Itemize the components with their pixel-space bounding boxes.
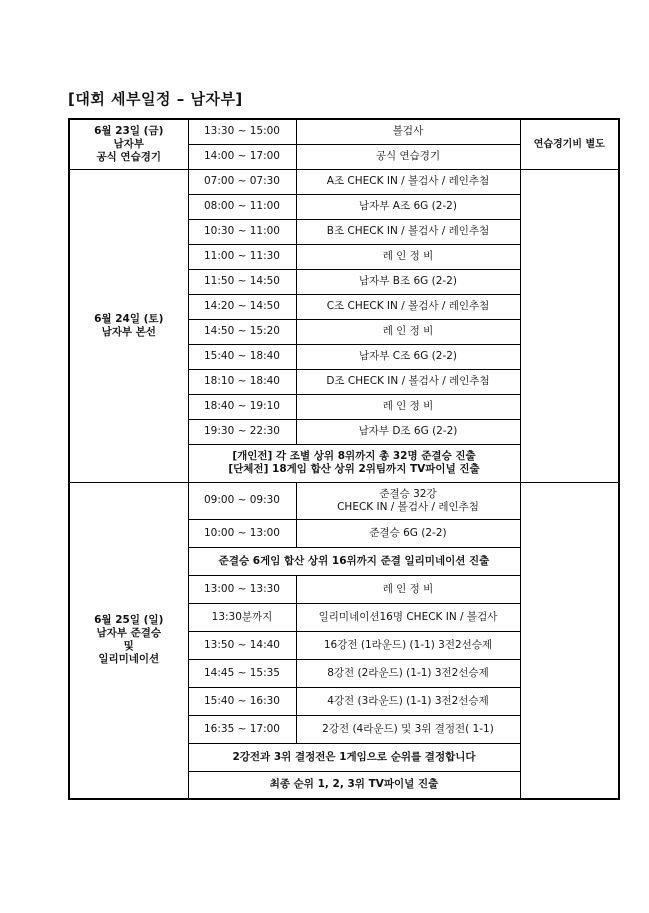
event-cell: 16강전 (1라운드) (1-1) 3전2선승제 — [296, 631, 520, 659]
event-cell: 남자부 C조 6G (2-2) — [296, 344, 520, 369]
page-title: [대회 세부일정 – 남자부] — [68, 90, 243, 108]
event-cell: 볼검사 — [296, 119, 520, 144]
time-cell: 16:35 ~ 17:00 — [188, 715, 296, 743]
time-cell: 18:40 ~ 19:10 — [188, 394, 296, 419]
time-cell: 11:00 ~ 11:30 — [188, 244, 296, 269]
time-cell: 19:30 ~ 22:30 — [188, 419, 296, 444]
day-cell-0624: 6월 24일 (토) 남자부 본선 — [69, 169, 188, 482]
time-cell: 13:00 ~ 13:30 — [188, 575, 296, 603]
time-cell: 14:50 ~ 15:20 — [188, 319, 296, 344]
time-cell: 10:30 ~ 11:00 — [188, 219, 296, 244]
note-cell: 연습경기비 별도 — [520, 119, 619, 169]
time-cell: 08:00 ~ 11:00 — [188, 194, 296, 219]
summary-cell: [개인전] 각 조별 상위 8위까지 총 32명 준결승 진출 [단체전] 18게임 합산 상위 2위팀까지 TV파이널 진출 — [188, 444, 520, 482]
summary-cell: 2강전과 3위 결정전은 1게임으로 순위를 결정합니다 — [188, 743, 520, 771]
table-row — [69, 482, 619, 519]
empty-note-cell — [520, 482, 619, 799]
time-cell: 15:40 ~ 18:40 — [188, 344, 296, 369]
event-cell: 레 인 정 비 — [296, 319, 520, 344]
day-cell-0625: 6월 25일 (일) 남자부 준결승 및 일리미네이션 — [69, 482, 188, 799]
event-cell: 2강전 (4라운드) 및 3위 결정전( 1-1) — [296, 715, 520, 743]
event-cell: 준결승 6G (2-2) — [296, 519, 520, 547]
event-cell: 레 인 정 비 — [296, 575, 520, 603]
time-cell: 11:50 ~ 14:50 — [188, 269, 296, 294]
time-cell: 13:50 ~ 14:40 — [188, 631, 296, 659]
event-cell: 공식 연습경기 — [296, 144, 520, 169]
event-cell: 레 인 정 비 — [296, 244, 520, 269]
event-cell: A조 CHECK IN / 볼검사 / 레인추첨 — [296, 169, 520, 194]
table-row — [69, 169, 619, 194]
time-cell: 14:45 ~ 15:35 — [188, 659, 296, 687]
time-cell: 14:20 ~ 14:50 — [188, 294, 296, 319]
time-cell: 10:00 ~ 13:00 — [188, 519, 296, 547]
summary-cell: 최종 순위 1, 2, 3위 TV파이널 진출 — [188, 771, 520, 799]
time-cell: 09:00 ~ 09:30 — [188, 482, 296, 519]
event-cell: 남자부 B조 6G (2-2) — [296, 269, 520, 294]
event-cell: 남자부 A조 6G (2-2) — [296, 194, 520, 219]
time-cell: 13:30 ~ 15:00 — [188, 119, 296, 144]
event-cell: 4강전 (3라운드) (1-1) 3전2선승제 — [296, 687, 520, 715]
event-cell: 남자부 D조 6G (2-2) — [296, 419, 520, 444]
event-cell: B조 CHECK IN / 볼검사 / 레인추첨 — [296, 219, 520, 244]
event-cell: D조 CHECK IN / 볼검사 / 레인추첨 — [296, 369, 520, 394]
summary-cell: 준결승 6게임 합산 상위 16위까지 준결 일리미네이션 진출 — [188, 547, 520, 575]
time-cell: 14:00 ~ 17:00 — [188, 144, 296, 169]
event-cell: 레 인 정 비 — [296, 394, 520, 419]
event-cell: 일리미네이션16명 CHECK IN / 볼검사 — [296, 603, 520, 631]
table-row — [69, 119, 619, 144]
time-cell: 18:10 ~ 18:40 — [188, 369, 296, 394]
schedule-table — [68, 118, 620, 800]
empty-note-cell — [520, 169, 619, 482]
time-cell: 07:00 ~ 07:30 — [188, 169, 296, 194]
event-cell: 8강전 (2라운드) (1-1) 3전2선승제 — [296, 659, 520, 687]
time-cell: 13:30분까지 — [188, 603, 296, 631]
day-cell-0623: 6월 23일 (금) 남자부 공식 연습경기 — [69, 119, 188, 169]
event-cell: 준결승 32강 CHECK IN / 볼검사 / 레인추첨 — [296, 482, 520, 519]
time-cell: 15:40 ~ 16:30 — [188, 687, 296, 715]
event-cell: C조 CHECK IN / 볼검사 / 레인추첨 — [296, 294, 520, 319]
